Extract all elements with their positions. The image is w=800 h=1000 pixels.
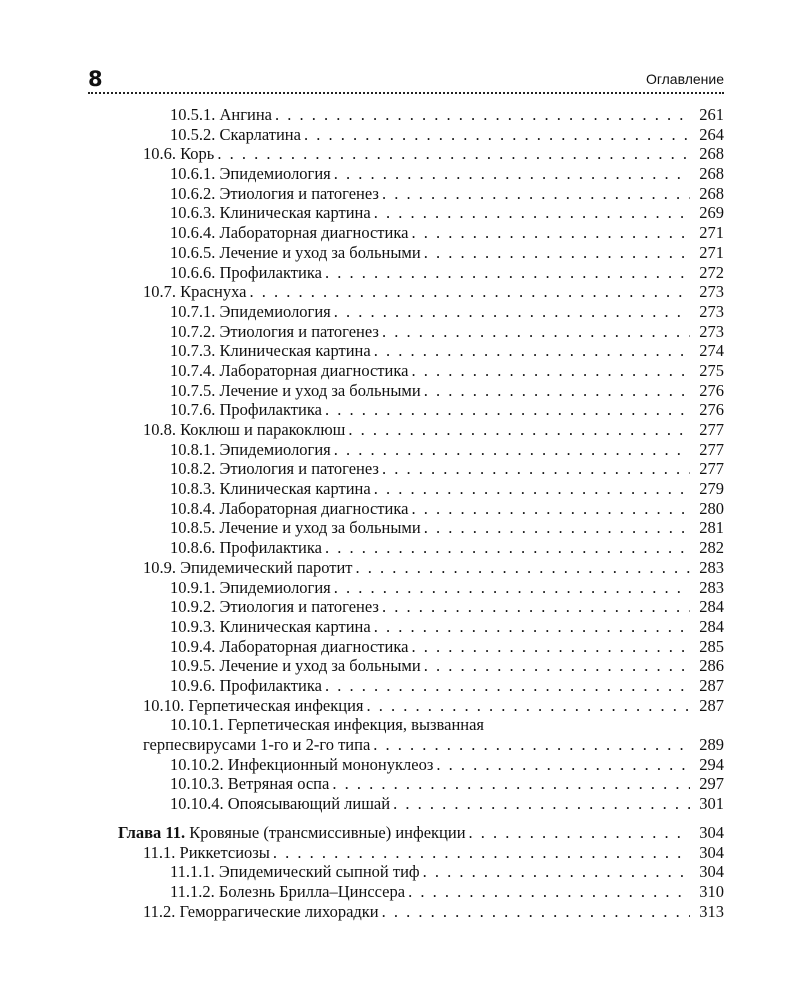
toc-leader [334,302,690,322]
toc-entry [0,617,800,637]
toc-entry-title: 10.6. Корь [143,144,215,164]
chapter-label: Глава 11. [118,822,186,842]
toc-leader [374,617,690,637]
toc-entry-title: 11.1.2. Болезнь Брилла–Цинссера [170,882,406,902]
toc-entry-page: 268 [699,144,724,164]
toc-leader [382,597,690,617]
toc-entry-page: 310 [699,882,724,902]
toc-entry-page: 275 [699,360,724,380]
toc-section [0,282,800,302]
toc-leader [424,518,690,538]
toc-leader [411,361,690,381]
toc-entry-title: 10.5.2. Скарлатина [170,124,301,144]
toc-leader [334,440,690,460]
toc-entry-title: 10.8.3. Клиническая картина [170,479,371,499]
toc-entry-page: 287 [699,675,724,695]
toc-leader [436,755,690,775]
toc-entry [0,676,800,696]
toc-entry-title: 10.9.3. Клиническая картина [170,616,371,636]
toc-entry-title: 11.1. Риккетсиозы [143,842,270,862]
toc-leader [408,882,690,902]
toc-entry-title: 10.5.1. Ангина [170,105,272,124]
toc-entry [0,518,800,538]
toc-leader [469,822,690,843]
toc-entry [0,440,800,460]
toc-entry-title: 10.10.1. Герпетическая инфекция, вызванная [170,715,485,735]
toc-entry-title: 10.8.5. Лечение и уход за больными [170,518,421,538]
toc-entry-title: 11.1.1. Эпидемический сыпной тиф [170,862,420,882]
toc-leader [325,538,690,558]
toc-chapter [0,822,800,843]
toc-entry-page: 297 [699,774,724,794]
toc-leader [374,341,690,361]
toc-entry [0,774,800,794]
toc-entry-title: 10.9.1. Эпидемиология [170,577,331,597]
toc-entry-title: 10.6.1. Эпидемиология [170,164,331,184]
toc-entry-page: 286 [699,656,724,676]
toc-entry-title: 10.6.4. Лабораторная диагностика [170,223,409,243]
toc-entry [0,459,800,479]
toc-entry [0,125,800,145]
toc-entry-page: 304 [699,862,724,882]
toc-entry-title: 10.7.5. Лечение и уход за больными [170,380,421,400]
toc-entry-page: 284 [699,616,724,636]
toc-entry-page: 281 [699,518,724,538]
toc-entry-page: 269 [699,203,724,223]
toc-entry-title: 10.7. Краснуха [143,282,247,302]
toc-entry-page: 276 [699,400,724,420]
toc-entry-page: 287 [699,695,724,715]
toc-entry-first-line [0,715,800,735]
page-header [88,66,724,92]
toc-leader [411,499,690,519]
toc-entry-title: 10.8.4. Лабораторная диагностика [170,498,409,518]
toc-entry-title: герпесвирусами 1-го и 2-го типа [143,735,371,754]
toc-entry [0,263,800,283]
toc-entry-title: 10.6.2. Этиология и патогенез [170,183,379,203]
toc-section [0,902,800,922]
toc-entry-page: 268 [699,183,724,203]
toc-entry-page: 271 [699,242,724,262]
toc-entry [0,223,800,243]
toc-entry-title: 10.8. Коклюш и паракоклюш [143,420,346,439]
toc-entry-page: 280 [699,498,724,518]
toc-entry [0,597,800,617]
toc-entry [0,755,800,775]
toc-leader [334,164,690,184]
toc-entry-title: 10.7.1. Эпидемиология [170,301,331,321]
toc-entry-page: 261 [699,105,724,124]
toc-leader [217,144,690,164]
toc-entry-title: 10.7.6. Профилактика [170,400,322,420]
toc-entry-title: 10.10.4. Опоясывающий лишай [170,794,391,814]
toc-leader [424,656,690,676]
toc-leader [382,459,690,479]
toc-leader [367,696,690,716]
toc-section [0,144,800,164]
toc-entry-page: 272 [699,262,724,282]
toc-entry [0,105,800,125]
toc-entry-page: 284 [699,597,724,617]
toc-leader [348,420,690,440]
toc-leader [424,381,690,401]
toc-entry-title: 10.8.2. Этиология и патогенез [170,459,379,479]
toc-entry-page: 304 [699,822,724,842]
toc-entry-title: 10.8.1. Эпидемиология [170,439,331,459]
toc-entry-title: 10.9. Эпидемический паротит [143,557,353,577]
toc-entry-title: 10.7.3. Клиническая картина [170,341,371,361]
toc-leader [424,243,690,263]
toc-entry-title: 10.9.5. Лечение и уход за больными [170,656,421,676]
toc-leader [249,282,690,302]
toc-leader [382,184,690,204]
toc-entry-page: 273 [699,282,724,302]
toc-leader [411,637,690,657]
toc-entry-title: 10.6.6. Профилактика [170,262,322,282]
toc-section [0,420,800,440]
toc-entry-page: 268 [699,164,724,184]
toc-entry-page: 285 [699,636,724,656]
toc-entry [0,341,800,361]
toc-entry-title: Кровяные (трансмиссивные) инфекции [189,822,466,842]
toc-entry-page: 277 [699,420,724,439]
toc-entry [0,882,800,902]
toc-entry-title: 10.10.3. Ветряная оспа [170,774,330,794]
toc-entry [0,637,800,657]
toc-entry-page: 294 [699,754,724,774]
toc-section [0,696,800,716]
toc-entry [0,538,800,558]
toc-entry-title: 10.6.5. Лечение и уход за больными [170,242,421,262]
toc-entry-title: 10.7.4. Лабораторная диагностика [170,360,409,380]
toc-entry-page: 304 [699,842,724,862]
toc-entry-title: 10.7.2. Этиология и патогенез [170,321,379,341]
toc-leader [334,578,690,598]
toc-entry-page: 283 [699,557,724,577]
page-number: 8 [88,67,103,91]
toc-entry-page: 264 [699,124,724,144]
toc-entry-title: 10.9.4. Лабораторная диагностика [170,636,409,656]
toc-entry-continuation [0,735,800,755]
toc-leader [382,902,690,922]
toc-entry [0,479,800,499]
toc-entry-title: 11.2. Геморрагические лихорадки [143,901,379,921]
toc-entry [0,184,800,204]
toc-entry-page: 289 [699,735,724,754]
toc-leader [393,794,690,814]
running-head: Оглавление [645,71,724,87]
header-divider [88,92,724,94]
toc-entry [0,400,800,420]
toc-leader [411,223,690,243]
toc-section [0,843,800,863]
toc-entry [0,499,800,519]
toc-entry-page: 277 [699,439,724,459]
toc-entry-page: 277 [699,459,724,479]
toc-entry-page: 273 [699,321,724,341]
toc-entry [0,862,800,882]
toc-entry-page: 273 [699,301,724,321]
toc-entry [0,322,800,342]
toc-entry-title: 10.10.2. Инфекционный мононуклеоз [170,754,434,774]
toc-entry-page: 283 [699,577,724,597]
toc-entry-title: 10.6.3. Клиническая картина [170,203,371,223]
toc-leader [382,322,690,342]
toc-entry [0,203,800,223]
toc-entry [0,794,800,814]
toc-leader [304,125,690,145]
toc-leader [373,735,690,755]
toc-entry [0,361,800,381]
toc-entry-page: 282 [699,538,724,558]
toc-entry [0,164,800,184]
toc-entry-page: 274 [699,341,724,361]
toc-leader [374,203,690,223]
toc-entry-page: 301 [699,794,724,814]
toc-section [0,558,800,578]
toc-entry [0,578,800,598]
toc-entry-page: 313 [699,901,724,921]
toc-entry [0,243,800,263]
toc-leader [332,774,690,794]
toc-leader [325,263,690,283]
toc-entry-page: 271 [699,223,724,243]
toc-entry-title: 10.9.2. Этиология и патогенез [170,597,379,617]
toc-leader [356,558,690,578]
toc-entry-title: 10.8.6. Профилактика [170,538,322,558]
toc-leader [423,862,690,882]
toc-leader [374,479,690,499]
toc-entry [0,302,800,322]
toc-leader [325,676,690,696]
toc-entry [0,381,800,401]
toc-leader [275,105,690,125]
toc-leader [325,400,690,420]
toc-entry [0,656,800,676]
toc-entry-title: 10.10. Герпетическая инфекция [143,695,364,715]
toc-entry-title: 10.9.6. Профилактика [170,675,322,695]
toc-leader [273,843,690,863]
toc-entry-page: 276 [699,380,724,400]
toc-entry-page: 279 [699,479,724,499]
table-of-contents [0,105,800,922]
